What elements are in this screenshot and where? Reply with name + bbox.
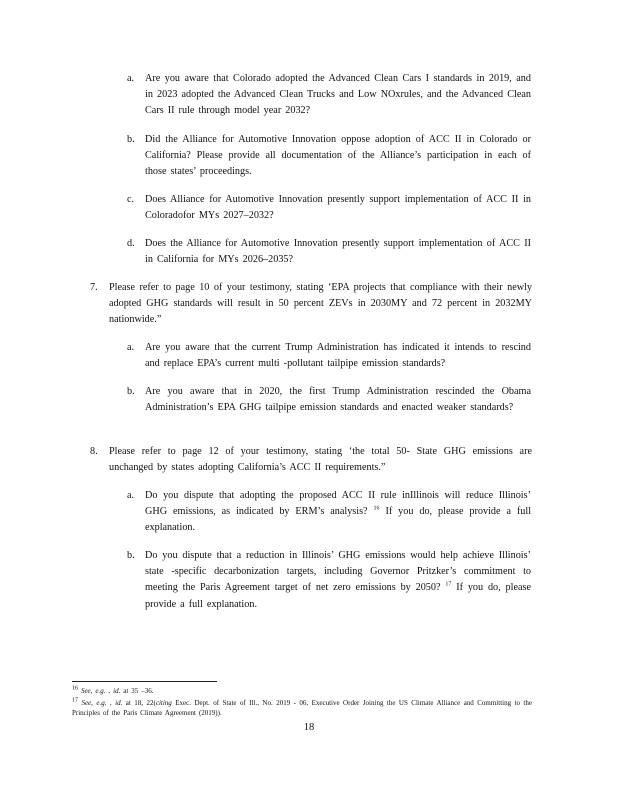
question-8a [127, 488, 531, 537]
question-7 [90, 280, 532, 329]
item-text: Does the Alliance for Automotive Innovation presently support implementation of ACC II in California for MYs 2026–2035? [145, 238, 531, 266]
question-number: 7. [90, 282, 98, 293]
question-7b [127, 384, 531, 416]
item-label: a. [127, 342, 135, 353]
item-text: Are you aware that Colorado adopted the Advanced Clean Cars I standards in 2019, and in 2023 adopted the Advanced Clean Trucks and Low NOxrules, and the Advanced Clean Cars II rule through model year 2032? [145, 73, 531, 117]
item-label: b. [127, 550, 135, 561]
question-6b [127, 132, 531, 181]
item-label: b. [127, 134, 135, 145]
item-text: Are you aware that the current Trump Administration has indicated it intends to rescind and replace EPA’s current multi -pollutant tailpipe emission standards? [145, 342, 531, 370]
item-label: c. [127, 194, 135, 205]
question-8b [127, 548, 531, 613]
item-text: Do you dispute that adopting the proposed ACC II rule inIllinois will reduce Illinois’ GHG emissions, as indicated by ERM’s analysis? $^{16}$ If you do, please provide a full explanation. [145, 490, 532, 534]
question-8 [90, 444, 532, 476]
footnote-ref-17[interactable]: 17 [445, 582, 452, 589]
item-text: Are you aware that in 2020, the first Trump Administration rescinded the Obama Administration’s EPA GHG tailpipe emission standards and enacted weaker standards? [145, 386, 531, 414]
footnote-divider [72, 681, 217, 682]
item-label: d. [127, 238, 135, 249]
footnote-ref-16[interactable]: 16 [373, 505, 380, 512]
question-7a [127, 340, 531, 372]
item-label: a. [127, 73, 135, 84]
item-text: Do you dispute that a reduction in Illinois’ GHG emissions would help achieve Illinois’ state -specific decarbonization targets, including Governor Pritzker’s commitment to meeting the Paris Agreement target of net zero emissions by 2050? $^{17}$ If you do, please provide a full explanation. [145, 550, 531, 610]
item-text: Does Alliance for Automotive Innovation presently support implementation of ACC II in Coloradofor MYs 2027–2032? [145, 194, 531, 222]
footnote-16: $^{16}$ See, e.g. , id. at 35 –36. [72, 685, 154, 695]
question-6a [127, 71, 531, 120]
question-6d [127, 236, 531, 268]
question-text: Please refer to page 12 of your testimony, stating ‘the total 50- State GHG emissions are unchanged by states adopting California’s ACC II requirements.” [109, 446, 532, 474]
item-label: a. [127, 490, 135, 501]
item-label: b. [127, 386, 135, 397]
question-text: Please refer to page 10 of your testimony, stating ‘EPA projects that compliance with their newly adopted GHG standards will result in 50 percent ZEVs in 2030MY and 72 percent in 2032MY nationwide.” [109, 282, 532, 326]
item-text: Did the Alliance for Automotive Innovation oppose adoption of ACC II in Colorado or California? Please provide all documentation of the Alliance’s participation in each of those states’ proceedings. [145, 134, 531, 178]
question-6c [127, 192, 531, 224]
question-number: 8. [90, 446, 98, 457]
footnote-17: $^{17}$ See, e.g. , id. at 18, 22(citing Exec. Dept. of State of Ill., No. 2019 - 06, Executive Order Joining the US Climate Alliance and Committing to the Principles of the Paris Climate Agreement (2019)). [72, 697, 532, 717]
page-number: 18 [303, 722, 315, 733]
